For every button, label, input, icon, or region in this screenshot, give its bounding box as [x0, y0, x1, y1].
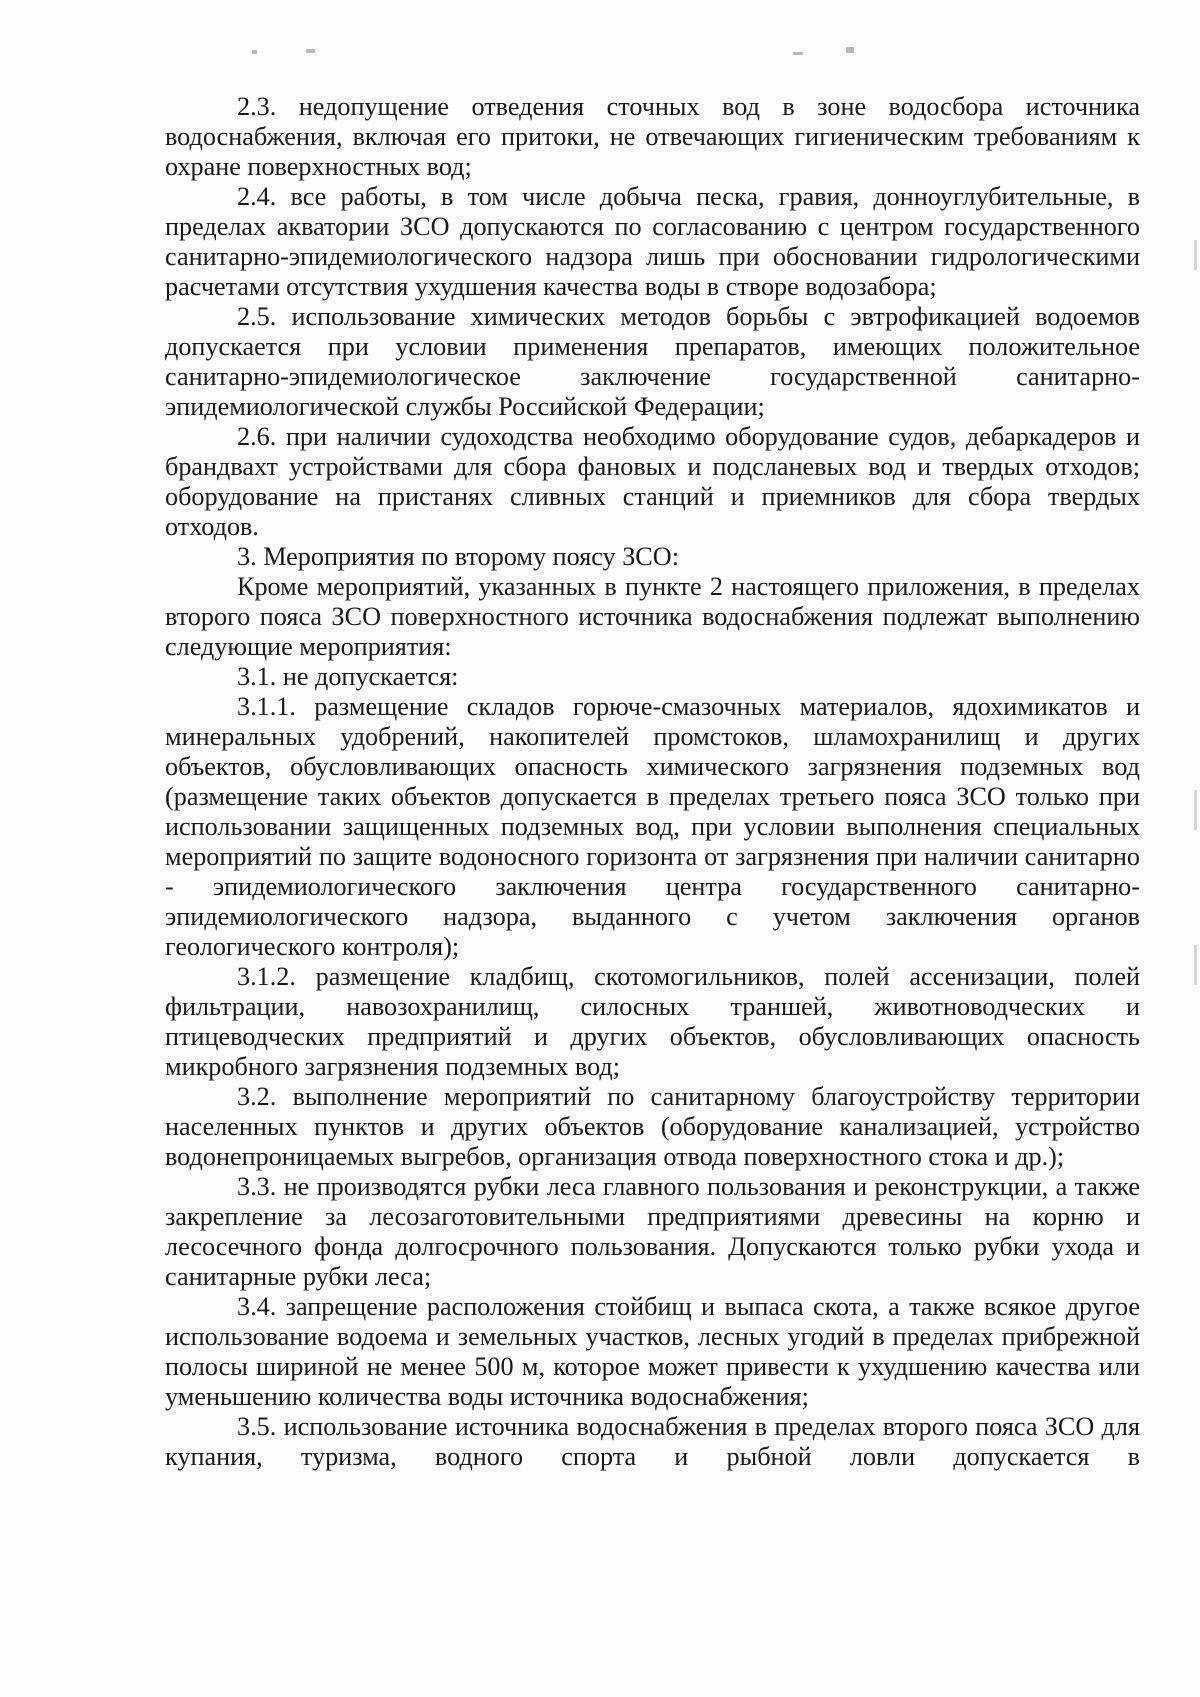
- paragraph-2-4: 2.4. все работы, в том числе добыча песка, гравия, донноуглубительные, в пределах акватории ЗСО допускаются по согласованию с центром государственного санитарно-эпидемиологического надзора лишь при обосновании гидрологическими расчетами отсутствия ухудшения качества воды в створе водозабора;: [165, 182, 1140, 301]
- paragraph-3-1-2: 3.1.2. размещение кладбищ, скотомогильников, полей ассенизации, полей фильтрации, навозохранилищ, силосных траншей, животноводческих и птицеводческих предприятий и других объектов, обусловливающих опасность микробного загрязнения подземных вод;: [165, 962, 1140, 1081]
- scan-artifact: [846, 47, 854, 53]
- paragraph-3-1: 3.1. не допускается:: [237, 662, 459, 691]
- section-heading-3: 3. Мероприятия по второму поясу ЗСО:: [237, 542, 679, 571]
- paragraph-3-3: 3.3. не производятся рубки леса главного пользования и реконструкции, а также закрепление за лесозаготовительными предприятиями древесины на корню и лесосечного фонда долгосрочного пользования. Допускаются только рубки ухода и санитарные рубки леса;: [165, 1172, 1140, 1291]
- paragraph-2-3: 2.3. недопущение отведения сточных вод в зоне водосбора источника водоснабжения, включая его притоки, не отвечающих гигиеническим требованиям к охране поверхностных вод;: [165, 92, 1140, 181]
- scan-edge-mark: [1194, 240, 1197, 270]
- scan-edge-mark: [1194, 945, 1197, 985]
- paragraph-2-5: 2.5. использование химических методов борьбы с эвтрофикацией водоемов допускается при условии применения препаратов, имеющих положительное санитарно-эпидемиологическое заключение государственной санитарно-эпидемиологической службы Российской Федерации;: [165, 302, 1140, 421]
- paragraph-3-5: 3.5. использование источника водоснабжения в пределах второго пояса ЗСО для купания, туризма, водного спорта и рыбной ловли допускается в: [165, 1412, 1140, 1471]
- scan-edge-mark: [1194, 790, 1197, 830]
- paragraph-3-2: 3.2. выполнение мероприятий по санитарному благоустройству территории населенных пунктов и других объектов (оборудование канализацией, устройство водонепроницаемых выгребов, организация отвода поверхностного стока и др.);: [165, 1082, 1140, 1171]
- scan-artifact: [252, 50, 257, 54]
- document-body: [165, 92, 1140, 1472]
- paragraph-3-intro: Кроме мероприятий, указанных в пункте 2 настоящего приложения, в пределах второго пояса ЗСО поверхностного источника водоснабжения подлежат выполнению следующие мероприятия:: [165, 572, 1140, 661]
- paragraph-2-6: 2.6. при наличии судоходства необходимо оборудование судов, дебаркадеров и брандвахт устройствами для сбора фановых и подсланевых вод и твердых отходов; оборудование на пристанях сливных станций и приемников для сбора твердых отходов.: [165, 422, 1140, 541]
- scan-artifact: [793, 52, 803, 55]
- paragraph-3-4: 3.4. запрещение расположения стойбищ и выпаса скота, а также всякое другое использование водоема и земельных участков, лесных угодий в пределах прибрежной полосы шириной не менее 500 м, которое может привести к ухудшению качества или уменьшению количества воды источника водоснабжения;: [165, 1292, 1140, 1411]
- scan-artifact: [306, 49, 315, 53]
- paragraph-3-1-1: 3.1.1. размещение складов горюче-смазочных материалов, ядохимикатов и минеральных удобрений, накопителей промстоков, шламохранилищ и других объектов, обусловливающих опасность химического загрязнения подземных вод (размещение таких объектов допускается в пределах третьего пояса ЗСО только при использовании защищенных подземных вод, при условии выполнения специальных мероприятий по защите водоносного горизонта от загрязнения при наличии санитарно - эпидемиологического заключения центра государственного санитарно-эпидемиологического надзора, выданного с учетом заключения органов геологического контроля);: [165, 692, 1140, 961]
